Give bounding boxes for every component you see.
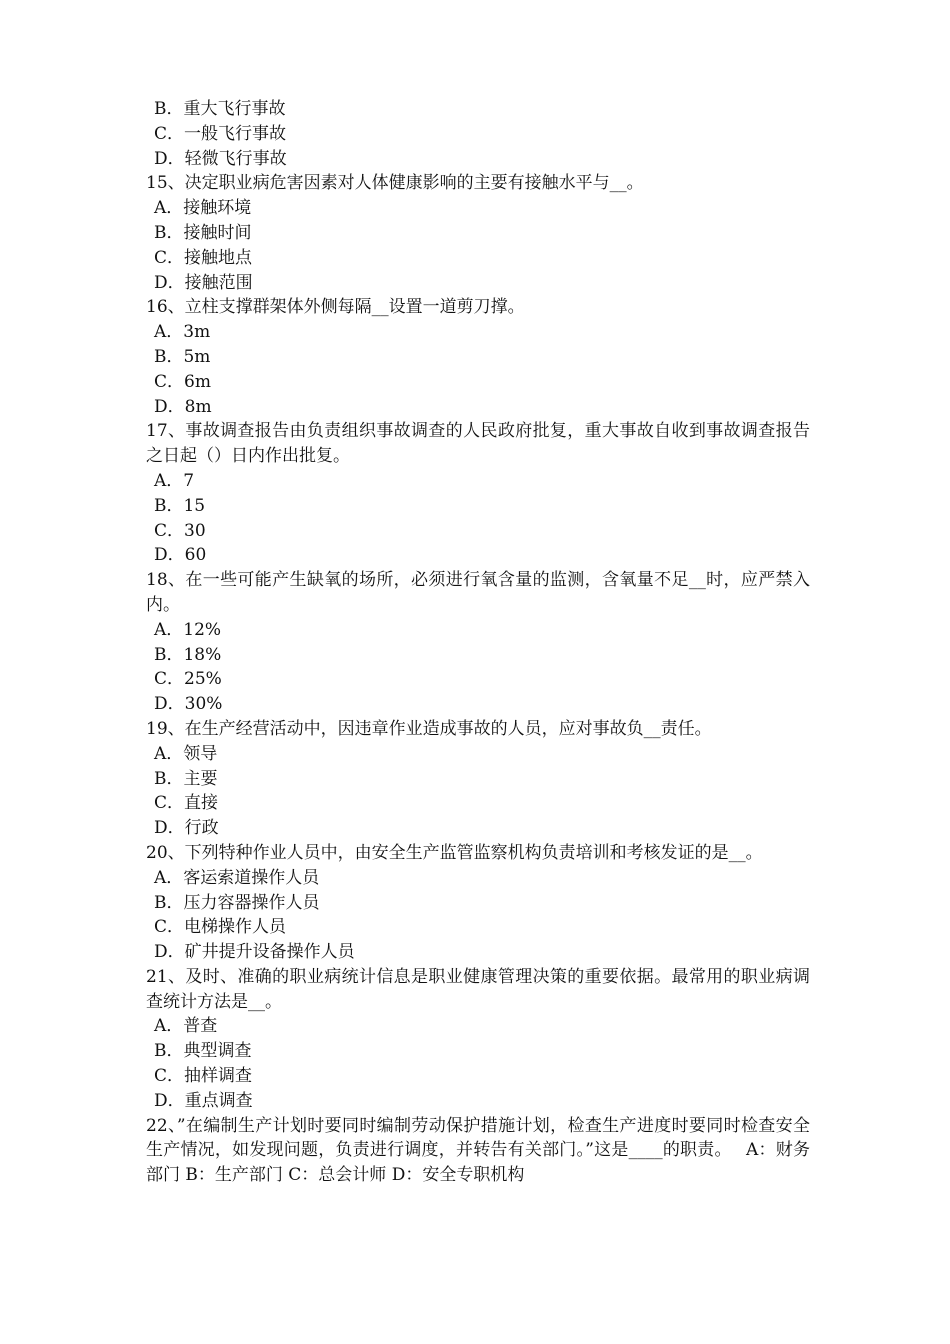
option-18-d: D．30% (154, 694, 223, 715)
option-18-a: A．12% (154, 619, 222, 640)
option-17-b: B．15 (154, 495, 206, 516)
question-19-text: 19、在生产经营活动中，因违章作业造成事故的人员，应对事故负__责任。 (146, 718, 712, 739)
option-20-d: D．矿井提升设备操作人员 (154, 942, 355, 963)
option-17-a: A．7 (154, 470, 195, 491)
option-15-b: B．接触时间 (154, 222, 252, 243)
option-19-a: A．领导 (154, 743, 218, 764)
question-15 (146, 171, 810, 295)
question-16-text: 16、立柱支撑群架体外侧每隔__设置一道剪刀撑。 (146, 297, 525, 318)
option-17-d: D．60 (154, 545, 207, 566)
question-17 (146, 419, 810, 568)
option-15-c: C．接触地点 (154, 247, 253, 268)
option-19-b: B．主要 (154, 768, 218, 789)
question-20-text: 20、下列特种作业人员中，由安全生产监管监察机构负责培训和考核发证的是__。 (146, 842, 763, 863)
question-20 (146, 841, 810, 965)
option-15-a: A．接触环境 (154, 198, 252, 219)
option-19-c: C．直接 (154, 793, 219, 814)
option-16-b: B．5m (154, 346, 211, 367)
option-16-c: C．6m (154, 371, 211, 392)
question-18 (146, 568, 810, 717)
option-15-d: D．接触范围 (154, 272, 253, 293)
option-19-d: D．行政 (154, 818, 219, 839)
option-21-d: D．重点调查 (154, 1090, 253, 1111)
option-16-a: A．3m (154, 322, 211, 343)
option-20-b: B．压力容器操作人员 (154, 892, 320, 913)
option-14-b: B．重大飞行事故 (154, 99, 286, 119)
question-16 (146, 295, 810, 419)
option-14-c: C．一般飞行事故 (154, 123, 287, 144)
option-16-d: D．8m (154, 396, 212, 417)
option-18-b: B．18% (154, 644, 222, 665)
question-22 (146, 1114, 827, 1188)
question-21-text: 21、及时、准确的职业病统计信息是职业健康管理决策的重要依据。最常用的职业病调查统计方法是__。 (146, 966, 810, 1012)
question-19 (146, 717, 810, 841)
option-21-a: A．普查 (154, 1016, 218, 1037)
option-17-c: C．30 (154, 520, 206, 541)
option-18-c: C．25% (154, 669, 222, 690)
question-18-text: 18、在一些可能产生缺氧的场所，必须进行氧含量的监测，含氧量不足__时，应严禁入内。 (146, 570, 810, 615)
option-20-a: A．客运索道操作人员 (154, 867, 320, 888)
option-14-d: D．轻微飞行事故 (154, 148, 287, 169)
question-21 (146, 965, 810, 1114)
lead-options (146, 97, 810, 171)
option-20-c: C．电梯操作人员 (154, 917, 287, 938)
question-22-text: 22、”在编制生产计划时要同时编制劳动保护措施计划，检查生产进度时要同时检查安全 生产情况，如发现问题，负责进行调度，并转告有关部门。”这是____的职责。 A：财务部门 B：生产部门 C：总会计师 D：安全专职机构 (146, 1115, 827, 1186)
exam-page (146, 97, 827, 1188)
option-21-b: B．典型调查 (154, 1041, 252, 1062)
option-21-c: C．抽样调查 (154, 1066, 253, 1087)
question-17-text: 17、事故调查报告由负责组织事故调查的人民政府批复，重大事故自收到事故调查报告之日起（）日内作出批复。 (146, 421, 810, 467)
question-15-text: 15、决定职业病危害因素对人体健康影响的主要有接触水平与__。 (146, 173, 644, 194)
